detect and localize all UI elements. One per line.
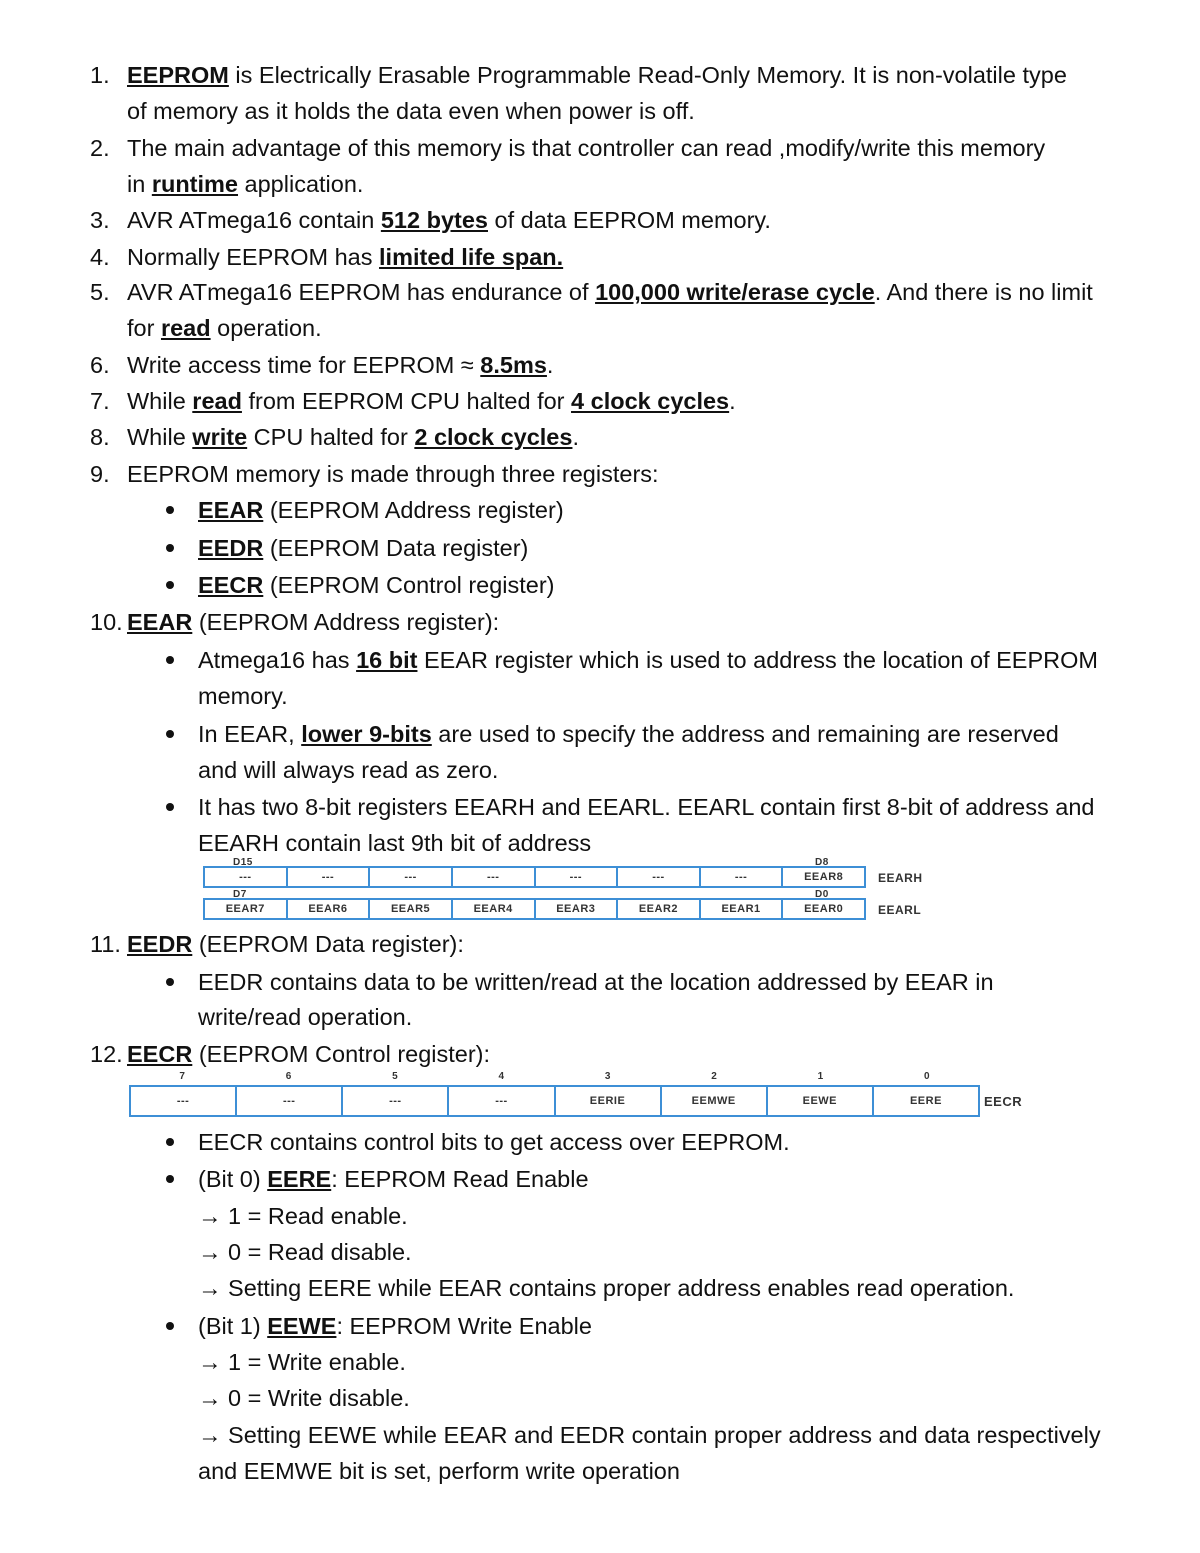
keyword: 512 bytes <box>380 207 488 233</box>
text-line <box>127 350 553 380</box>
text-segment: are used to specify the address and remaining are reserved <box>431 721 1059 747</box>
text-line <box>198 1383 410 1413</box>
text-line <box>127 313 322 343</box>
text-segment: While <box>127 388 193 414</box>
keyword: EEPROM <box>127 62 229 88</box>
text-segment: In EEAR, <box>198 721 302 747</box>
text-segment: Atmega16 has <box>198 647 357 673</box>
bullet-icon <box>166 978 174 986</box>
register-bit-cell: EERE <box>909 1095 942 1107</box>
keyword: lower 9-bits <box>301 721 432 747</box>
bit-number-label: 7 <box>179 1071 185 1082</box>
register-bit-cell: EEAR7 <box>205 900 288 918</box>
bullet-icon <box>166 656 174 664</box>
text-segment: . <box>572 424 579 450</box>
keyword: 16 bit <box>356 647 418 673</box>
bit-label-d15: D15 <box>233 857 253 868</box>
text-segment: → 1 = Write enable. <box>198 1349 406 1375</box>
keyword: EECR <box>198 572 264 598</box>
text-line <box>127 133 1045 163</box>
bit-number-label: 6 <box>285 1071 292 1082</box>
text-line <box>198 1201 408 1231</box>
text-line <box>127 205 771 235</box>
register-bit-cell: EEAR4 <box>453 900 536 918</box>
list-number: 7. <box>90 388 110 414</box>
register-bit-cell: EEAR0 <box>804 903 844 915</box>
text-segment: It has two 8-bit registers EEARH and EEARL. EEARL contain first 8-bit of address and <box>198 794 1095 820</box>
text-segment: → 0 = Read disable. <box>198 1239 412 1265</box>
text-segment: → 1 = Read enable. <box>198 1203 408 1229</box>
register-bit-cell: EEAR6 <box>288 900 371 918</box>
text-line <box>198 719 1059 749</box>
text-segment: Write access time for EEPROM ≈ <box>127 352 481 378</box>
section-number: 10. <box>90 609 123 635</box>
text-segment: EEAR register which is used to address the location of EEPROM <box>417 647 1098 673</box>
eearl-name: EEARL <box>878 903 922 917</box>
bullet-icon <box>166 544 174 552</box>
register-bit-cell: EEAR1 <box>701 900 784 918</box>
text-segment: (EEPROM Address register) <box>263 497 564 523</box>
eecr-register <box>129 1085 980 1117</box>
text-segment: application. <box>238 171 364 197</box>
list-number: 3. <box>90 207 110 233</box>
bullet-icon <box>166 506 174 514</box>
list-number: 1. <box>90 62 110 88</box>
bit-number-label: 2 <box>711 1071 717 1082</box>
text-segment: (EEPROM Control register): <box>192 1041 491 1067</box>
text-segment: . <box>546 352 554 378</box>
text-segment: CPU halted for <box>247 424 415 450</box>
text-line <box>127 607 499 637</box>
list-number: 4. <box>90 244 110 270</box>
register-bit-cell: --- <box>701 868 784 886</box>
text-line <box>198 1164 589 1194</box>
text-line <box>198 1127 790 1157</box>
text-segment: of data EEPROM memory. <box>488 207 771 233</box>
text-segment: AVR ATmega16 EEPROM has endurance of <box>127 279 596 305</box>
register-bit-cell: --- <box>131 1087 237 1115</box>
text-segment: EEARH contain last 9th bit of address <box>198 830 592 856</box>
keyword: EERE <box>267 1166 332 1192</box>
keyword: 100,000 write/erase cycle <box>595 279 875 305</box>
text-segment: (EEPROM Data register) <box>263 535 529 561</box>
text-line <box>198 495 564 525</box>
text-segment: from EEPROM CPU halted for <box>241 388 572 414</box>
register-bit-cell: --- <box>237 1087 343 1115</box>
text-segment: (Bit 1) <box>198 1313 268 1339</box>
bit-label-d0: D0 <box>815 889 829 900</box>
text-segment: → Setting EERE while EEAR contains proper address enables read operation. <box>198 1275 1015 1301</box>
text-line <box>127 459 659 489</box>
keyword: EECR <box>127 1041 193 1067</box>
text-segment: (Bit 0) <box>198 1166 268 1192</box>
text-segment: AVR ATmega16 contain <box>127 207 381 233</box>
eearh-name: EEARH <box>878 871 923 885</box>
list-number: 5. <box>90 279 110 305</box>
bit-number-label: 0 <box>924 1071 930 1082</box>
keyword: EEAR <box>127 609 193 635</box>
register-bit-cell: --- <box>536 868 619 886</box>
text-line <box>198 1456 680 1486</box>
register-bit-cell: --- <box>288 868 371 886</box>
text-line <box>198 1237 412 1267</box>
text-segment: and EEMWE bit is set, perform write operation <box>198 1458 680 1484</box>
bit-label-d7: D7 <box>233 889 247 900</box>
text-line <box>198 792 1094 822</box>
text-line <box>127 929 464 959</box>
text-segment: → Setting EEWE while EEAR and EEDR contain proper address and data respectively <box>198 1422 1101 1448</box>
text-segment: and will always read as zero. <box>198 757 499 783</box>
bit-number-label: 1 <box>817 1071 824 1082</box>
text-line <box>127 1039 490 1069</box>
register-bit-cell: EEMWE <box>662 1087 768 1115</box>
text-line <box>127 242 563 272</box>
keyword: limited life span. <box>379 244 564 270</box>
text-line <box>198 1002 412 1032</box>
section-number: 12. <box>90 1041 123 1067</box>
text-line <box>198 1420 1101 1450</box>
register-bit-cell: --- <box>205 868 288 886</box>
text-segment: EEPROM memory is made through three registers: <box>127 461 659 487</box>
list-number: 2. <box>90 135 110 161</box>
keyword: read <box>192 388 242 414</box>
bullet-icon <box>166 1138 174 1146</box>
text-line <box>127 169 363 199</box>
text-line <box>198 1273 1014 1303</box>
text-line <box>198 967 994 997</box>
keyword: 4 clock cycles <box>571 388 730 414</box>
register-bit-cell: --- <box>370 868 453 886</box>
text-segment: Normally EEPROM has <box>127 244 380 270</box>
bit-number-label: 3 <box>604 1071 611 1082</box>
text-segment: EECR contains control bits to get access over EEPROM. <box>198 1129 790 1155</box>
keyword: EEWE <box>267 1313 337 1339</box>
text-segment: . And there is no limit <box>874 279 1093 305</box>
text-line <box>198 570 555 600</box>
text-line <box>127 277 1093 307</box>
text-line <box>198 645 1098 675</box>
list-number: 9. <box>90 461 110 487</box>
eearl-register <box>203 898 866 920</box>
register-bit-cell: EEAR5 <box>370 900 453 918</box>
bullet-icon <box>166 730 174 738</box>
text-line <box>127 96 695 126</box>
eearh-register <box>203 866 866 888</box>
keyword: EEDR <box>198 535 264 561</box>
text-line <box>198 1311 592 1341</box>
bullet-icon <box>166 803 174 811</box>
text-line <box>198 533 528 563</box>
text-segment: for <box>127 315 161 341</box>
bit-label-d8: D8 <box>815 857 829 868</box>
register-bit-cell: --- <box>343 1087 449 1115</box>
bit-number-label: 4 <box>498 1071 505 1082</box>
text-segment: write/read operation. <box>198 1004 413 1030</box>
text-line <box>198 755 498 785</box>
text-segment: → 0 = Write disable. <box>198 1385 410 1411</box>
text-line <box>198 1347 406 1377</box>
keyword: read <box>160 315 211 341</box>
list-number: 8. <box>90 424 110 450</box>
register-bit-cell: EEAR2 <box>618 900 701 918</box>
keyword: 8.5ms <box>480 352 547 378</box>
eecr-name: EECR <box>984 1094 1023 1109</box>
bullet-icon <box>166 581 174 589</box>
text-line <box>198 681 288 711</box>
register-bit-cell: EEWE <box>768 1087 874 1115</box>
bit-number-label: 5 <box>392 1071 398 1082</box>
text-segment: memory. <box>198 683 288 709</box>
register-bit-cell: --- <box>453 868 536 886</box>
register-bit-cell: --- <box>618 868 701 886</box>
keyword: runtime <box>151 171 239 197</box>
text-segment: (EEPROM Address register): <box>192 609 500 635</box>
list-number: 6. <box>90 352 110 378</box>
text-segment: While <box>127 424 193 450</box>
register-bit-cell: --- <box>449 1087 555 1115</box>
text-segment: (EEPROM Data register): <box>192 931 464 957</box>
register-bit-cell: EERIE <box>556 1087 662 1115</box>
register-bit-cell: EEAR8 <box>804 871 844 883</box>
text-segment: EEDR contains data to be written/read at the location addressed by EEAR in <box>198 969 994 995</box>
text-segment: in <box>127 171 152 197</box>
register-bit-cell: EEAR3 <box>536 900 619 918</box>
keyword: 2 clock cycles <box>414 424 573 450</box>
text-segment: : EEPROM Read Enable <box>331 1166 589 1192</box>
keyword: EEAR <box>198 497 264 523</box>
text-line <box>198 828 591 858</box>
text-line <box>127 386 736 416</box>
text-segment: is Electrically Erasable Programmable Read-Only Memory. It is non-volatile type <box>228 62 1067 88</box>
text-segment: . <box>729 388 736 414</box>
text-segment: : EEPROM Write Enable <box>336 1313 592 1339</box>
text-segment: of memory as it holds the data even when power is off. <box>127 98 695 124</box>
bullet-icon <box>166 1322 174 1330</box>
text-segment: The main advantage of this memory is that controller can read ,modify/write this memory <box>127 135 1046 161</box>
keyword: EEDR <box>127 931 193 957</box>
text-segment: operation. <box>210 315 322 341</box>
keyword: write <box>192 424 248 450</box>
text-segment: (EEPROM Control register) <box>263 572 555 598</box>
text-line <box>127 60 1067 90</box>
text-line <box>127 422 579 452</box>
bullet-icon <box>166 1175 174 1183</box>
section-number: 11. <box>90 931 121 957</box>
